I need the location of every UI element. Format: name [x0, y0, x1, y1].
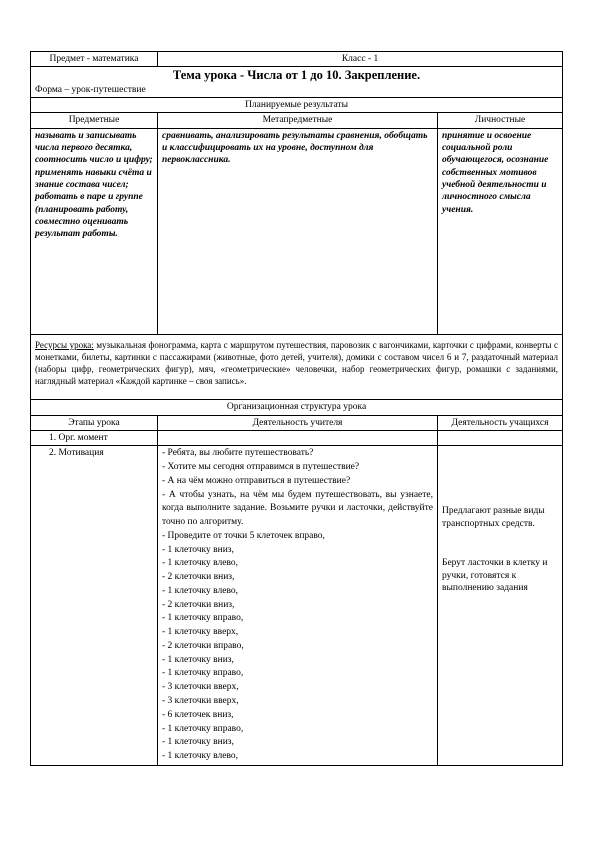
header-row	[31, 52, 563, 67]
resources-label: Ресурсы урока:	[35, 339, 94, 350]
lesson-plan-page	[30, 51, 562, 766]
lesson-plan-table	[30, 51, 563, 766]
teacher-line: - 2 клеточки вправо,	[162, 640, 244, 651]
teacher-line: - 1 клеточку влево,	[162, 558, 239, 569]
col-teacher: Деятельность учителя	[158, 415, 438, 430]
teacher-line: - 3 клеточки вверх,	[162, 696, 239, 706]
student-activity-2: Берут ласточки в клетку и ручки, готовятся к выполнению задания	[442, 557, 548, 594]
teacher-line: - 1 клеточку вниз,	[162, 737, 234, 748]
planned-results-row	[31, 128, 563, 334]
col-students: Деятельность учащихся	[438, 415, 563, 430]
col-meta-results: Метапредметные	[158, 113, 438, 128]
structure-title: Организационная структура урока	[31, 400, 563, 415]
subject-cell: Предмет - математика	[31, 52, 158, 67]
teacher-line: - Ребята, вы любите путешествовать?	[162, 448, 314, 459]
teacher-line: - 1 клеточку вправо,	[162, 613, 244, 624]
teacher-line: - 1 клеточку влево,	[162, 751, 239, 762]
personal-results-text: принятие и освоение социальной роли обучающегося, осознание собственных мотивов учебной деятельности и личностного смысла учения.	[438, 128, 563, 334]
meta-results-text: сравнивать, анализировать результаты сравнения, обобщать и классифицировать их на уровне, доступном для первоклассника.	[158, 128, 438, 334]
stage-1-row	[31, 430, 563, 445]
teacher-line: - 2 клеточки вниз,	[162, 572, 235, 583]
col-stages: Этапы урока	[31, 415, 158, 430]
lesson-topic: Тема урока - Числа от 1 до 10. Закрепление.	[172, 68, 421, 83]
resources-row	[31, 334, 563, 400]
stage-motivation: 2. Мотивация	[31, 446, 158, 766]
teacher-line: - 6 клеточек вниз,	[162, 709, 234, 720]
subject-results-text: называть и записывать числа первого десятка, соотносить число и цифру; применять навыки счёта и знание состава чисел; работать в паре и группе (планировать работу, совместно оценивать результат работы.	[31, 128, 158, 334]
structure-cols-row	[31, 415, 563, 430]
teacher-line: - 1 клеточку вправо,	[162, 723, 244, 734]
planned-cols-row	[31, 113, 563, 128]
stage-2-row	[31, 446, 563, 766]
student-activity-1: Предлагают разные виды транспортных средств.	[442, 506, 545, 530]
stage-org-moment: 1. Орг. момент	[31, 430, 158, 445]
teacher-activity-list	[162, 447, 433, 764]
teacher-line: - Проведите от точки 5 клеточек вправо,	[162, 530, 325, 541]
planned-results-title: Планируемые результаты	[31, 97, 563, 112]
structure-title-row	[31, 400, 563, 415]
teacher-line: - 1 клеточку вправо,	[162, 668, 244, 679]
planned-title-row	[31, 97, 563, 112]
grade-cell: Класс - 1	[158, 52, 563, 67]
col-subject-results: Предметные	[31, 113, 158, 128]
teacher-line: - 1 клеточку вниз,	[162, 544, 234, 555]
teacher-line: - 3 клеточки вверх,	[162, 682, 239, 693]
teacher-line: - 1 клеточку влево,	[162, 585, 239, 596]
teacher-line: - 1 клеточку вниз,	[162, 654, 234, 665]
col-personal-results: Личностные	[438, 113, 563, 128]
teacher-line: - 2 клеточки вниз,	[162, 599, 235, 610]
resources-text: музыкальная фонограмма, карта с маршрутом путешествия, паровозик с вагончиками, карточки с цифрами, конверты с монетками, билеты, картинки с пассажирами (животные, фото детей, учителя), домики с составом чисел 6 и 7, раздаточный материал (наборы цифр, геометрических фигур), мяч, «геометрические» человечки, набор геометрических фигур, ромашки с заданиями, наглядный материал «Каждой картинке – своя запись».	[35, 339, 559, 387]
teacher-line: - А чтобы узнать, на чём мы будем путешествовать, вы узнаете, когда выполните задание. Возьмите ручки и ласточки, действуйте точно по алгоритму.	[162, 489, 433, 528]
teacher-line: - Хотите мы сегодня отправимся в путешествие?	[162, 461, 360, 472]
topic-row	[31, 67, 563, 98]
teacher-line: - 1 клеточку вверх,	[162, 627, 239, 638]
teacher-line: - А на чём можно отправиться в путешествие?	[162, 475, 351, 486]
lesson-form: Форма – урок-путешествие	[35, 84, 146, 95]
